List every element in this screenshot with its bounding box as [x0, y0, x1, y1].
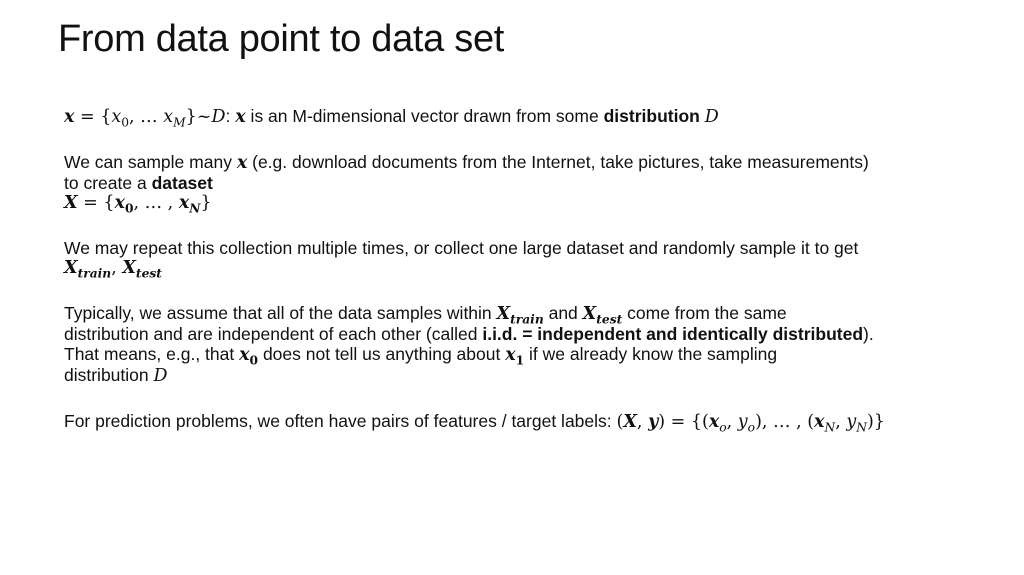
math-symbol: x — [64, 107, 75, 127]
math-symbol: X — [623, 412, 637, 432]
math-subscript: 0 — [121, 115, 130, 130]
line — [64, 344, 994, 368]
math-text: }~ — [185, 107, 212, 127]
formula-x-set — [64, 107, 226, 130]
math-symbol: X — [122, 258, 136, 278]
line — [64, 365, 994, 386]
bold-term: distribution — [603, 106, 700, 126]
paragraph-data-point — [64, 106, 994, 130]
math-subscript: M — [173, 115, 186, 130]
math-subscript: train — [77, 265, 112, 281]
text: and — [543, 303, 583, 323]
math-text: , — [726, 412, 738, 432]
math-subscript: 1 — [515, 352, 525, 368]
math-subscript: o — [719, 420, 727, 435]
math-symbol: x — [708, 412, 720, 432]
formula-train-test — [64, 258, 994, 281]
math-symbol: x — [114, 193, 125, 213]
paragraph-train-test — [64, 238, 994, 281]
text: if we already know the sampling — [524, 344, 778, 364]
paragraph-prediction — [64, 411, 994, 435]
bold-term: i.i.d. = independent and identically distributed — [482, 324, 864, 344]
text: does not tell us anything about — [258, 344, 506, 364]
line — [64, 303, 994, 327]
text: That means, e.g., that — [64, 344, 240, 364]
math-symbol: X — [496, 304, 511, 324]
math-text: ) = {( — [658, 412, 709, 432]
math-subscript: o — [747, 420, 756, 435]
paragraph-dataset — [64, 152, 994, 216]
math-text: = { — [77, 193, 115, 213]
text: We can sample many — [64, 152, 237, 172]
formula-dataset — [64, 193, 994, 216]
slide-body — [64, 106, 994, 457]
math-symbol: x — [163, 107, 174, 127]
math-symbol: D — [153, 366, 168, 386]
text: come from the same — [622, 303, 787, 323]
line: We may repeat this collection multiple times, or collect one large dataset and randomly sample it to get — [64, 238, 859, 258]
formula-pairs — [616, 412, 885, 435]
math-symbol: D — [211, 107, 226, 127]
math-subscript: train — [510, 311, 544, 327]
paragraph-iid — [64, 303, 994, 386]
math-subscript: 0 — [249, 352, 259, 368]
math-text: = { — [74, 107, 112, 127]
math-symbol: X — [64, 258, 78, 278]
text: distribution and are independent of each other (called — [64, 324, 483, 344]
text: ). — [863, 324, 874, 344]
math-symbol: x — [505, 345, 516, 365]
line — [64, 173, 994, 193]
math-text: )} — [866, 412, 885, 432]
line — [64, 152, 994, 173]
math-symbol: X — [64, 193, 78, 213]
math-text: , — [111, 258, 123, 278]
math-subscript: N — [824, 420, 836, 435]
math-text: ), … , ( — [755, 412, 815, 432]
line — [64, 106, 994, 130]
math-symbol: y — [648, 412, 659, 432]
math-text: } — [200, 193, 212, 213]
slide-title: From data point to data set — [58, 18, 505, 60]
math-symbol: x — [239, 345, 250, 365]
text: (e.g. download documents from the Internet, take pictures, take measurements) — [247, 152, 869, 172]
math-text: , … , — [133, 193, 179, 213]
math-symbol: x — [111, 107, 122, 127]
math-subscript: test — [596, 311, 623, 327]
math-symbol: x — [236, 153, 248, 173]
math-subscript: N — [856, 420, 867, 435]
math-subscript: N — [189, 200, 201, 216]
text: distribution — [64, 365, 154, 385]
math-subscript: test — [135, 265, 162, 281]
text: : — [225, 106, 236, 126]
line — [64, 411, 994, 435]
math-text: , — [835, 412, 847, 432]
math-text: , … — [129, 107, 164, 127]
line — [64, 324, 994, 344]
math-symbol: y — [846, 412, 857, 432]
math-symbol: x — [814, 412, 825, 432]
math-text: ( — [616, 412, 624, 432]
text: Typically, we assume that all of the data samples within — [64, 303, 497, 323]
text: For prediction problems, we often have pairs of features / target labels: — [64, 411, 617, 431]
math-symbol: D — [704, 107, 719, 127]
text: to create a — [64, 173, 152, 193]
math-symbol: x — [235, 107, 246, 127]
bold-term: dataset — [151, 173, 213, 193]
math-subscript: 0 — [124, 200, 134, 216]
math-symbol: x — [178, 193, 190, 213]
math-symbol: X — [582, 304, 597, 324]
text: is an M-dimensional vector drawn from some — [245, 106, 604, 126]
math-symbol: y — [737, 412, 748, 432]
math-text: , — [636, 412, 649, 432]
